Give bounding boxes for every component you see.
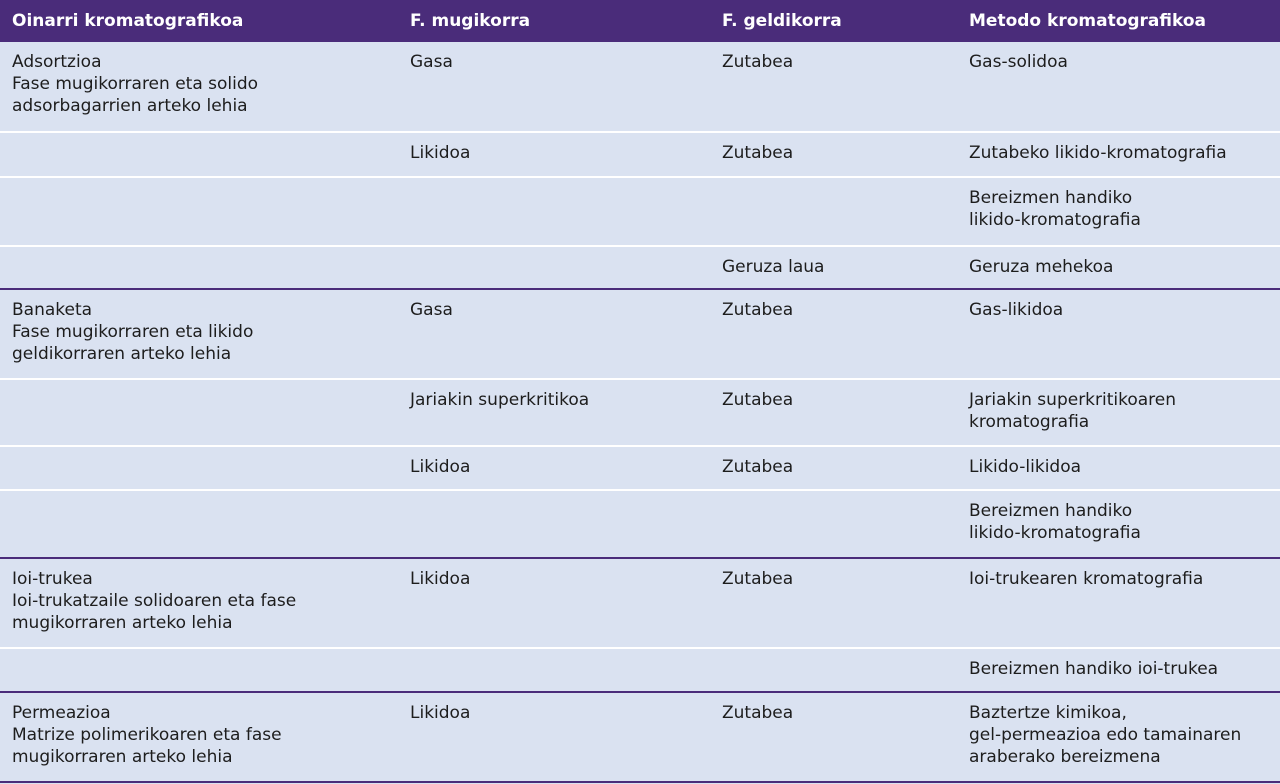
table-row: [0, 132, 1280, 177]
cell-basis: [0, 177, 398, 246]
cell-stationary-phase: Zutabea: [710, 446, 957, 490]
method-text: gel-permeazioa edo tamainaren: [969, 725, 1242, 745]
cell-stationary-phase: [710, 648, 957, 692]
method-text: Jariakin superkritikoaren: [969, 390, 1177, 410]
header-stationary-phase: F. geldikorra: [710, 0, 957, 42]
cell-stationary-phase: Zutabea: [710, 289, 957, 379]
cell-mobile-phase: Likidoa: [398, 692, 710, 782]
method-text: Bereizmen handiko: [969, 501, 1133, 521]
cell-mobile-phase: Gasa: [398, 289, 710, 379]
cell-stationary-phase: Zutabea: [710, 379, 957, 446]
method-text: araberako bereizmena: [969, 747, 1161, 767]
cell-method: [957, 558, 1280, 648]
basis-name: Permeazioa: [12, 703, 111, 723]
basis-name: Adsortzioa: [12, 52, 102, 72]
cell-basis: [0, 692, 398, 782]
cell-method: [957, 692, 1280, 782]
cell-mobile-phase: Gasa: [398, 42, 710, 132]
header-mobile-phase: F. mugikorra: [398, 0, 710, 42]
method-text: Bereizmen handiko ioi-trukea: [969, 659, 1219, 679]
cell-stationary-phase: Geruza laua: [710, 246, 957, 289]
method-text: Ioi-trukearen kromatografia: [969, 569, 1204, 589]
method-text: Zutabeko likido-kromatografia: [969, 143, 1227, 163]
table-row: [0, 446, 1280, 490]
basis-description: adsorbagarrien arteko lehia: [12, 96, 248, 116]
method-text: likido-kromatografia: [969, 210, 1141, 230]
cell-method: [957, 446, 1280, 490]
cell-stationary-phase: [710, 177, 957, 246]
cell-method: [957, 177, 1280, 246]
cell-basis: [0, 490, 398, 558]
basis-description: mugikorraren arteko lehia: [12, 747, 233, 767]
cell-mobile-phase: Jariakin superkritikoa: [398, 379, 710, 446]
cell-stationary-phase: Zutabea: [710, 132, 957, 177]
method-text: Likido-likidoa: [969, 457, 1082, 477]
table-row: [0, 558, 1280, 648]
cell-mobile-phase: [398, 490, 710, 558]
cell-method: [957, 42, 1280, 132]
basis-description: Matrize polimerikoaren eta fase: [12, 725, 282, 745]
basis-name: Ioi-trukea: [12, 569, 93, 589]
cell-mobile-phase: [398, 246, 710, 289]
basis-name: Banaketa: [12, 300, 93, 320]
cell-basis: [0, 132, 398, 177]
basis-description: Ioi-trukatzaile solidoaren eta fase: [12, 591, 297, 611]
basis-description: Fase mugikorraren eta likido: [12, 322, 254, 342]
cell-mobile-phase: [398, 177, 710, 246]
method-text: Bereizmen handiko: [969, 188, 1133, 208]
method-text: Gas-solidoa: [969, 52, 1068, 72]
table-row: [0, 289, 1280, 379]
cell-basis: [0, 42, 398, 132]
basis-description: Fase mugikorraren eta solido: [12, 74, 259, 94]
cell-mobile-phase: Likidoa: [398, 558, 710, 648]
cell-method: [957, 490, 1280, 558]
cell-method: [957, 132, 1280, 177]
cell-mobile-phase: Likidoa: [398, 132, 710, 177]
cell-stationary-phase: [710, 490, 957, 558]
cell-method: [957, 379, 1280, 446]
cell-basis: [0, 446, 398, 490]
cell-basis: [0, 246, 398, 289]
table-row: [0, 246, 1280, 289]
table-row: [0, 692, 1280, 782]
cell-stationary-phase: Zutabea: [710, 692, 957, 782]
cell-mobile-phase: Likidoa: [398, 446, 710, 490]
cell-basis: [0, 558, 398, 648]
cell-basis: [0, 379, 398, 446]
cell-method: [957, 246, 1280, 289]
cell-method: [957, 648, 1280, 692]
cell-stationary-phase: Zutabea: [710, 42, 957, 132]
basis-description: mugikorraren arteko lehia: [12, 613, 233, 633]
method-text: likido-kromatografia: [969, 523, 1141, 543]
method-text: Gas-likidoa: [969, 300, 1064, 320]
basis-description: geldikorraren arteko lehia: [12, 344, 232, 364]
table-row: [0, 42, 1280, 132]
cell-method: [957, 289, 1280, 379]
table-row: [0, 648, 1280, 692]
cell-basis: [0, 648, 398, 692]
table-row: [0, 379, 1280, 446]
header-basis: Oinarri kromatografikoa: [0, 0, 398, 42]
header-method: Metodo kromatografikoa: [957, 0, 1280, 42]
cell-basis: [0, 289, 398, 379]
cell-stationary-phase: Zutabea: [710, 558, 957, 648]
method-text: kromatografia: [969, 412, 1090, 432]
method-text: Baztertze kimikoa,: [969, 703, 1127, 723]
table-row: [0, 177, 1280, 246]
cell-mobile-phase: [398, 648, 710, 692]
table-header-row: [0, 0, 1280, 42]
method-text: Geruza mehekoa: [969, 257, 1114, 277]
table-row: [0, 490, 1280, 558]
